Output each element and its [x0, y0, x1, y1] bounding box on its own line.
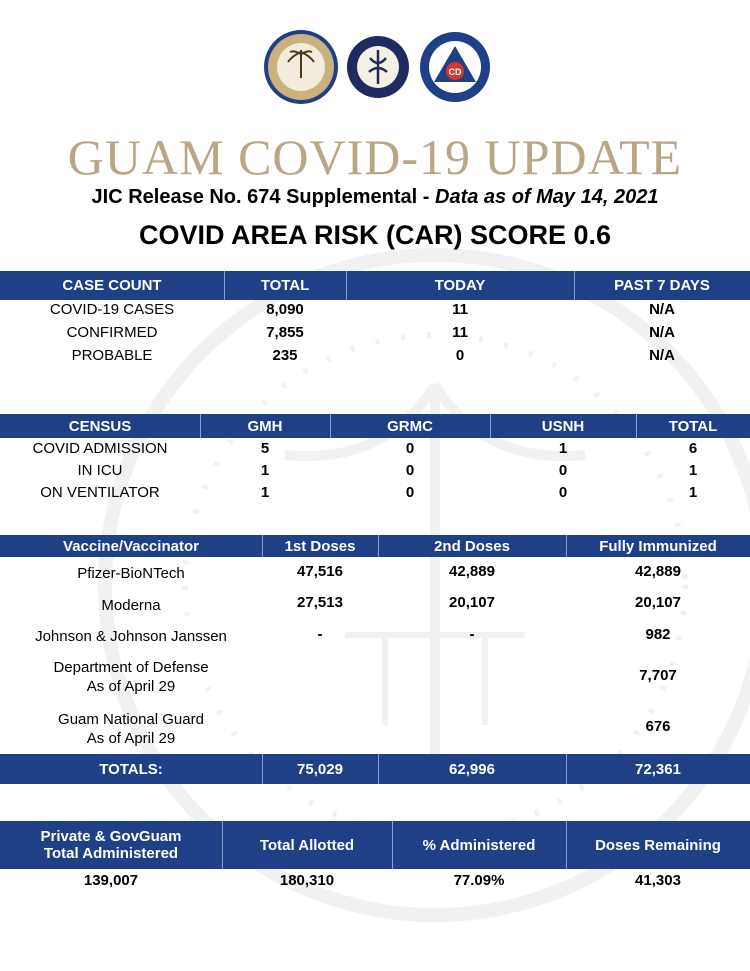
vaccine-row-name-note: As of April 29: [86, 678, 176, 695]
release-separator: -: [422, 186, 430, 208]
census-row-grmc: 0: [405, 440, 415, 457]
case-count-col-header: CASE COUNT: [0, 271, 225, 300]
census-gmh-col-header: GMH: [200, 414, 331, 438]
case-total-col-header: TOTAL: [224, 271, 347, 300]
administered-value: 139,007: [83, 872, 139, 889]
census-row-label: COVID ADMISSION: [32, 440, 168, 457]
vaccine-row-second: 20,107: [449, 594, 495, 611]
vaccine-row-name: Department of Defense: [53, 659, 209, 676]
release-number: JIC Release No. 674 Supplemental: [91, 186, 418, 208]
public-health-seal-icon: [345, 28, 411, 106]
pct-administered-col-header: % Administered: [392, 821, 567, 869]
totals-label: TOTALS:: [0, 754, 263, 784]
doses-remaining-value: 41,303: [635, 872, 681, 889]
census-grmc-col-header: GRMC: [330, 414, 491, 438]
vaccine-row-full: 42,889: [635, 563, 681, 580]
vaccine-row-name: Moderna: [101, 597, 161, 614]
case-row-total: 8,090: [266, 301, 304, 318]
census-total-col-header: TOTAL: [668, 417, 718, 435]
administered-col-header: [0, 821, 223, 869]
case-past7-col-header: PAST 7 DAYS: [614, 277, 710, 294]
vaccine-row-full: 7,707: [639, 667, 677, 684]
case-row-today: 11: [452, 324, 468, 341]
census-row-usnh: 1: [558, 440, 568, 457]
case-today-col-header: TODAY: [346, 271, 575, 300]
vaccine-row-name: Johnson & Johnson Janssen: [35, 628, 227, 645]
pct-administered-value: 77.09%: [453, 872, 505, 889]
page-title: GUAM COVID-19 UPDATE: [67, 129, 683, 185]
census-row-gmh: 5: [260, 440, 270, 457]
vaccine-col-header: Vaccine/Vaccinator: [0, 535, 263, 557]
civil-defense-seal-icon: [418, 28, 492, 106]
census-row-label: ON VENTILATOR: [40, 484, 160, 501]
vaccine-row-full: 20,107: [635, 594, 681, 611]
data-as-of: Data as of May 14, 2021: [435, 186, 659, 208]
administered-header-line1: Private & GovGuam: [40, 828, 182, 845]
census-row-usnh: 0: [558, 462, 568, 479]
census-row-gmh: 1: [260, 462, 270, 479]
case-row-past7: N/A: [649, 347, 675, 364]
vaccine-row-name: Guam National Guard: [58, 711, 204, 728]
vaccine-row-name-note: As of April 29: [86, 730, 176, 747]
doses-remaining-col-header: Doses Remaining: [595, 836, 721, 854]
svg-text:CD: CD: [448, 67, 462, 77]
administered-header-line2: Total Administered: [43, 845, 179, 862]
census-row-grmc: 0: [405, 462, 415, 479]
totals-second: 62,996: [378, 754, 567, 784]
totals-first: 75,029: [262, 754, 379, 784]
case-row-today: 0: [455, 347, 465, 364]
vaccine-row-first: -: [317, 626, 323, 643]
total-allotted-value: 180,310: [279, 872, 335, 889]
seal-row: [0, 28, 750, 118]
census-usnh-col-header: USNH: [490, 414, 637, 438]
release-line: [0, 186, 750, 209]
vaccine-row-second: -: [469, 626, 475, 643]
case-row-today: 11: [452, 301, 468, 318]
census-row-grmc: 0: [405, 484, 415, 501]
total-allotted-col-header: Total Allotted: [222, 821, 393, 869]
census-row-total: 1: [688, 484, 698, 501]
case-row-label: CONFIRMED: [66, 324, 158, 341]
vaccine-row-full: 982: [645, 626, 671, 643]
case-count-header: [0, 271, 750, 300]
administered-header: [0, 821, 750, 869]
case-row-past7: N/A: [649, 301, 675, 318]
census-row-usnh: 0: [558, 484, 568, 501]
vaccine-totals-row: [0, 754, 750, 784]
census-col-header: CENSUS: [0, 414, 201, 438]
case-row-total: 235: [272, 347, 298, 364]
totals-full: 72,361: [635, 760, 681, 778]
census-row-total: 6: [688, 440, 698, 457]
case-row-total: 7,855: [266, 324, 304, 341]
fully-immunized-col-header: Fully Immunized: [599, 537, 717, 555]
case-row-label: COVID-19 CASES: [49, 301, 175, 318]
vaccine-row-first: 27,513: [297, 594, 343, 611]
vaccine-header: [0, 535, 750, 557]
case-row-past7: N/A: [649, 324, 675, 341]
case-row-label: PROBABLE: [71, 347, 153, 364]
second-doses-col-header: 2nd Doses: [378, 535, 567, 557]
vaccine-row-full: 676: [645, 718, 671, 735]
census-row-total: 1: [688, 462, 698, 479]
census-row-gmh: 1: [260, 484, 270, 501]
governor-seal-icon: [262, 28, 340, 106]
first-doses-col-header: 1st Doses: [262, 535, 379, 557]
vaccine-row-name: Pfizer-BioNTech: [77, 565, 185, 582]
census-row-label: IN ICU: [77, 462, 123, 479]
car-score: COVID AREA RISK (CAR) SCORE 0.6: [138, 220, 612, 250]
vaccine-row-first: 47,516: [297, 563, 343, 580]
census-header: [0, 414, 750, 438]
vaccine-row-second: 42,889: [449, 563, 495, 580]
